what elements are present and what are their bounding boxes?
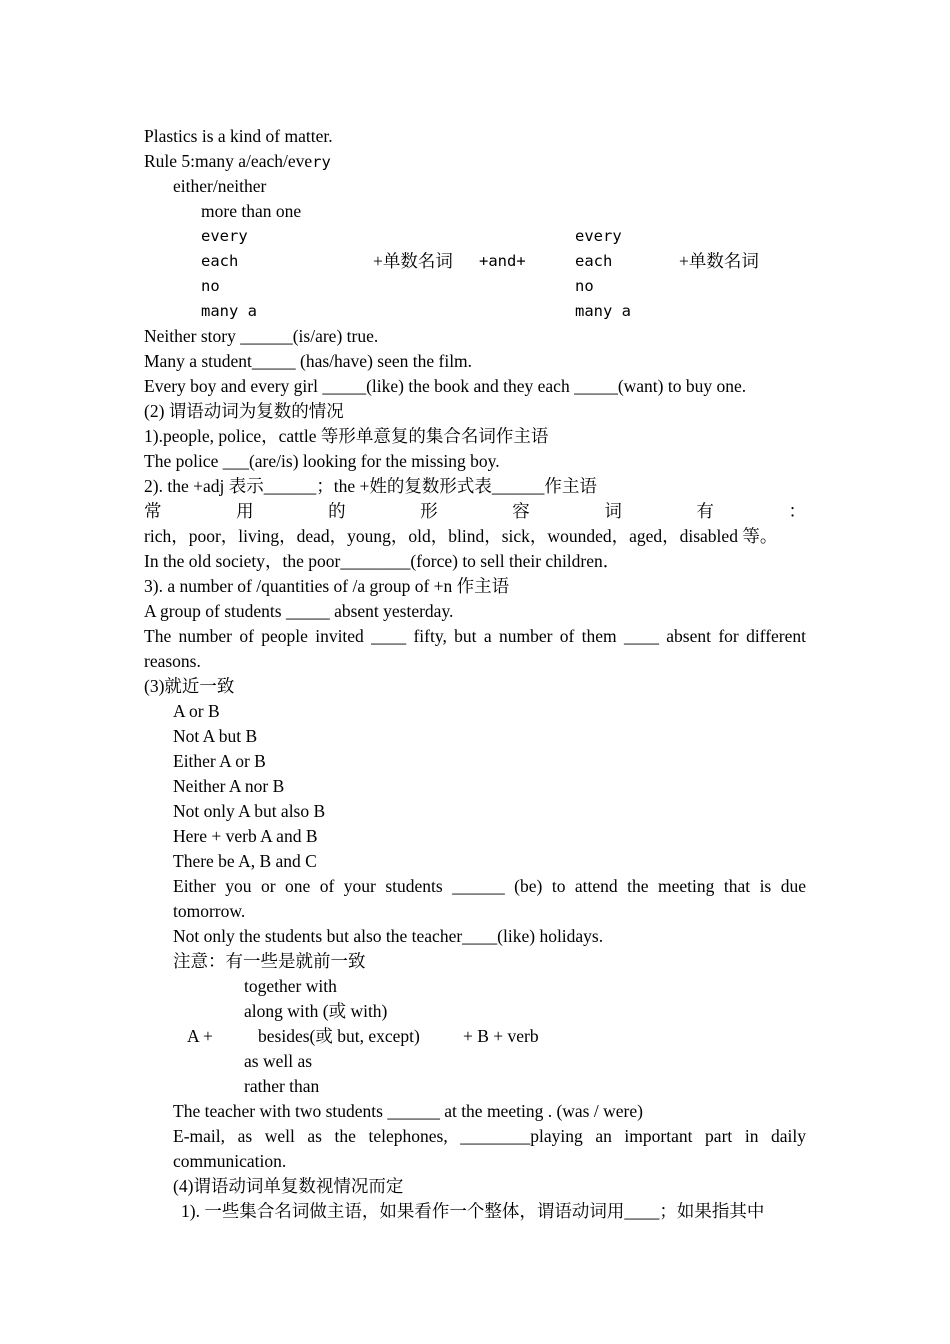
- word: 形: [420, 501, 438, 521]
- exercise-line: In the old society，the poor________(force) to sell their children．: [144, 551, 621, 571]
- table-word: every: [575, 227, 622, 245]
- exercise-paragraph: E-mail, as well as the telephones, ________playing an important part in daily communication.: [173, 1126, 806, 1171]
- section-heading: (3)就近一致: [144, 676, 235, 696]
- conjunction-item: along with (或 with): [244, 1001, 388, 1021]
- table-word: every: [201, 227, 248, 245]
- text-line: more than one: [201, 201, 302, 221]
- conjunction-item: as well as: [244, 1051, 313, 1071]
- pattern-line: A or B: [173, 701, 220, 721]
- rule-heading: [144, 149, 331, 175]
- exercise-line: Not only the students but also the teacher____(like) holidays.: [173, 926, 604, 946]
- pattern-line: Not A but B: [173, 726, 258, 746]
- exercise-line: Many a student_____ (has/have) seen the film.: [144, 351, 473, 371]
- word: 的: [328, 501, 346, 521]
- pattern-line: Not only A but also B: [173, 801, 326, 821]
- text-line: either/neither: [173, 176, 267, 196]
- pattern-line: Either A or B: [173, 751, 266, 771]
- table-word: each: [201, 252, 239, 270]
- exercise-line: A group of students _____ absent yesterday.: [144, 601, 454, 621]
- justified-line: [144, 499, 806, 524]
- word: 常: [144, 501, 162, 521]
- exercise-paragraph: Either you or one of your students ______ (be) to attend the meeting that is due tomorrow.: [173, 876, 806, 921]
- table-word: no: [201, 277, 220, 295]
- word: 用: [236, 501, 254, 521]
- pattern-line: Here + verb A and B: [173, 826, 318, 846]
- section-heading: (2) 谓语动词为复数的情况: [144, 401, 344, 421]
- exercise-line: Neither story ______(is/are) true.: [144, 326, 379, 346]
- text-line: 2). the +adj 表示______；the +姓的复数形式表______作主语: [144, 476, 597, 496]
- table-word: +单数名词: [679, 251, 759, 271]
- table-word: each: [575, 252, 613, 270]
- exercise-line: The police ___(are/is) looking for the missing boy.: [144, 451, 500, 471]
- word: 有: [696, 501, 714, 521]
- text-line: 3). a number of /quantities of /a group of +n 作主语: [144, 576, 510, 596]
- pattern-line: Neither A nor B: [173, 776, 285, 796]
- table-word: no: [575, 277, 594, 295]
- formula-prefix: A +: [187, 1026, 213, 1046]
- word: 容: [512, 501, 530, 521]
- section-heading: (4)谓语动词单复数视情况而定: [173, 1176, 404, 1196]
- rule-heading-tail: ry: [312, 153, 331, 171]
- table-word: +单数名词: [373, 251, 453, 271]
- table-word: many a: [201, 302, 257, 320]
- pattern-line: There be A, B and C: [173, 851, 317, 871]
- note-line: 注意：有一些是就前一致: [173, 951, 366, 971]
- conjunction-item: besides(或 but, except): [258, 1026, 420, 1046]
- rule-heading-text: Rule 5:many a/each/eve: [144, 151, 313, 171]
- text-line: rich，poor，living，dead，young，old，blind，sick，wounded，aged，disabled 等。: [144, 526, 778, 546]
- formula-suffix: + B + verb: [463, 1026, 539, 1046]
- conjunction-item: rather than: [244, 1076, 320, 1096]
- conjunction-item: together with: [244, 976, 337, 996]
- exercise-line: Every boy and every girl _____(like) the book and they each _____(want) to buy one.: [144, 376, 747, 396]
- text-line: Plastics is a kind of matter.: [144, 126, 333, 146]
- exercise-paragraph: The number of people invited ____ fifty, but a number of them ____ absent for different reasons.: [144, 626, 806, 671]
- table-word: +and+: [479, 252, 526, 270]
- word: 词: [604, 501, 622, 521]
- exercise-line: The teacher with two students ______ at the meeting . (was / were): [173, 1101, 643, 1121]
- word: ：: [788, 501, 806, 521]
- text-line: 1).people, police，cattle 等形单意复的集合名词作主语: [144, 426, 549, 446]
- text-line: 1). 一些集合名词做主语，如果看作一个整体，谓语动词用____；如果指其中: [181, 1201, 765, 1221]
- table-word: many a: [575, 302, 631, 320]
